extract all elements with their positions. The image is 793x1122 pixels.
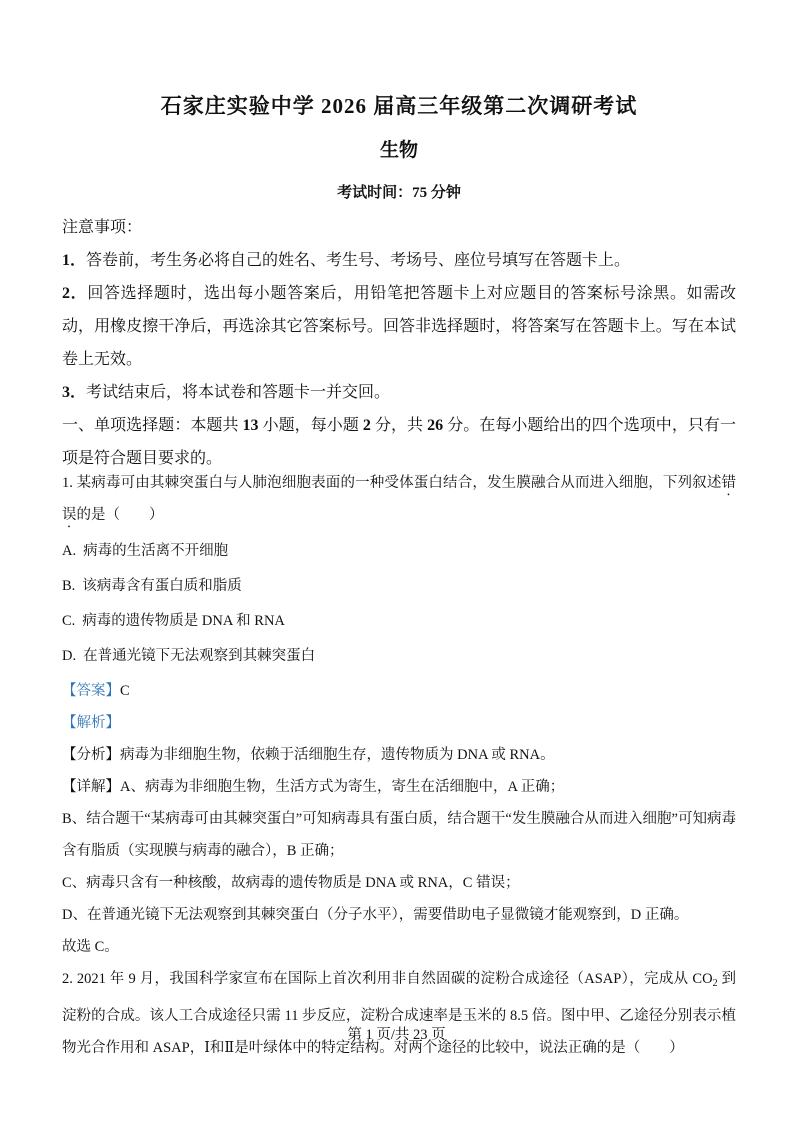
question-1-detail-line-a <box>62 771 736 803</box>
question-1-detail-line-c: C、病毒只含有一种核酸，故病毒的遗传物质是 DNA 或 RNA，C 错误； <box>62 875 520 891</box>
section-heading-text: 小题，每小题 <box>258 417 363 434</box>
question-1-detail-line-b: B、结合题干“某病毒可由其棘突蛋白”可知病毒具有蛋白质，结合题干“发生膜融合从而进入细胞”可知病毒含有脂质（实现膜与病毒的融合），B 正确； <box>62 811 736 859</box>
question-1-stem-text: 1. 某病毒可由其棘突蛋白与人肺泡细胞表面的一种受体蛋白结合，发生膜融合从而进入细胞，下列叙述 <box>62 475 722 491</box>
notice-item-2-text: 回答选择题时，选出每小题答案后，用铅笔把答题卡上对应题目的答案标号涂黑。如需改动，用橡皮擦干净后，再选涂其它答案标号。回答非选择题时，将答案写在答题卡上。写在本试卷上无效。 <box>62 285 736 368</box>
question-1-option-c <box>62 606 736 636</box>
option-a-text: 病毒的生活离不开细胞 <box>83 543 229 559</box>
answer-value: C <box>120 683 130 699</box>
notice-item-3-text: 考试结束后，将本试卷和答题卡一并交回。 <box>86 384 391 401</box>
xiangjie-label: 【详解】 <box>62 779 120 795</box>
question-1-answer-line <box>62 675 736 707</box>
notice-item-1-text: 答卷前，考生务必将自己的姓名、考生号、考场号、座位号填写在答题卡上。 <box>86 252 631 269</box>
section-points-each: 2 <box>362 417 371 434</box>
fenxi-label: 【分析】 <box>62 747 120 763</box>
question-2-stem-text: 2. 2021 年 9 月，我国科学家宣布在国际上首次利用非自然固碳的淀粉合成途径（ASAP），完成从 CO <box>62 971 713 987</box>
notice-heading: 注意事项： <box>62 219 143 236</box>
notice-item-1-number: 1． <box>62 252 87 269</box>
question-1-conclusion: 故选 C。 <box>62 939 119 955</box>
option-a-label: A. <box>62 543 77 559</box>
option-b-text: 该病毒含有蛋白质和脂质 <box>82 578 242 594</box>
jiexi-label: 【解析】 <box>62 715 120 731</box>
section-points-total: 26 <box>427 417 444 434</box>
question-1-jiexi-line <box>62 707 736 739</box>
question-2-stem-text: 到淀粉的合成。该人工合成途径只需 11 步反应，淀粉合成速率是玉米的 8.5 倍。图中甲、乙途径分别表示植物光合作用和 ASAP，Ⅰ和Ⅱ是叶绿体中的特定结构。对两个途径的比较中，说法正确的是（ ） <box>62 971 737 1056</box>
answer-label: 【答案】 <box>62 683 120 699</box>
option-c-text: 病毒的遗传物质是 DNA 和 RNA <box>82 613 285 629</box>
question-1-option-d <box>62 641 736 671</box>
notice-item-2 <box>62 277 736 376</box>
question-1-option-a <box>62 536 736 566</box>
section-heading <box>62 409 736 475</box>
exam-title: 石家庄实验中学 2026 届高三年级第二次调研考试 <box>160 94 638 118</box>
co2-subscript: 2 <box>712 978 718 989</box>
notice-item-2-number: 2． <box>62 285 88 302</box>
question-1-fenxi-line <box>62 739 736 771</box>
fenxi-text: 病毒为非细胞生物，依赖于活细胞生存，遗传物质为 DNA 或 RNA。 <box>120 747 555 763</box>
section-heading-text: 分，共 <box>370 417 428 434</box>
option-c-label: C. <box>62 613 76 629</box>
question-1-stem-text: 的是（ ） <box>76 507 164 523</box>
notice-item-3-number: 3． <box>62 384 87 401</box>
exam-subject: 生物 <box>379 140 418 161</box>
option-d-label: D. <box>62 648 77 664</box>
question-1-detail-line-d: D、在普通光镜下无法观察到其棘突蛋白（分子水平），需要借助电子显微镜才能观察到，D 正确。 <box>62 907 689 923</box>
exam-time: 考试时间：75 分钟 <box>337 185 461 201</box>
notice-item-3 <box>62 376 736 409</box>
option-b-label: B. <box>62 578 76 594</box>
notice-item-1 <box>62 244 736 277</box>
option-d-text: 在普通光镜下无法观察到其棘突蛋白 <box>83 648 316 664</box>
question-1-stem-emphasis: 错误 <box>62 475 736 523</box>
question-1-stem <box>62 467 736 531</box>
section-question-count: 13 <box>242 417 259 434</box>
question-1-option-b <box>62 571 736 601</box>
page-number-footer: 第 1 页/共 23 页 <box>347 1027 446 1043</box>
detail-text-a: A、病毒为非细胞生物，生活方式为寄生，寄生在活细胞中，A 正确； <box>120 779 565 795</box>
question-2-stem <box>62 963 736 1064</box>
section-heading-text: 一、单项选择题：本题共 <box>62 417 243 434</box>
section-heading-text: 分。在每小题给出的四个选项中，只有一项是符合题目要求的。 <box>62 417 736 467</box>
